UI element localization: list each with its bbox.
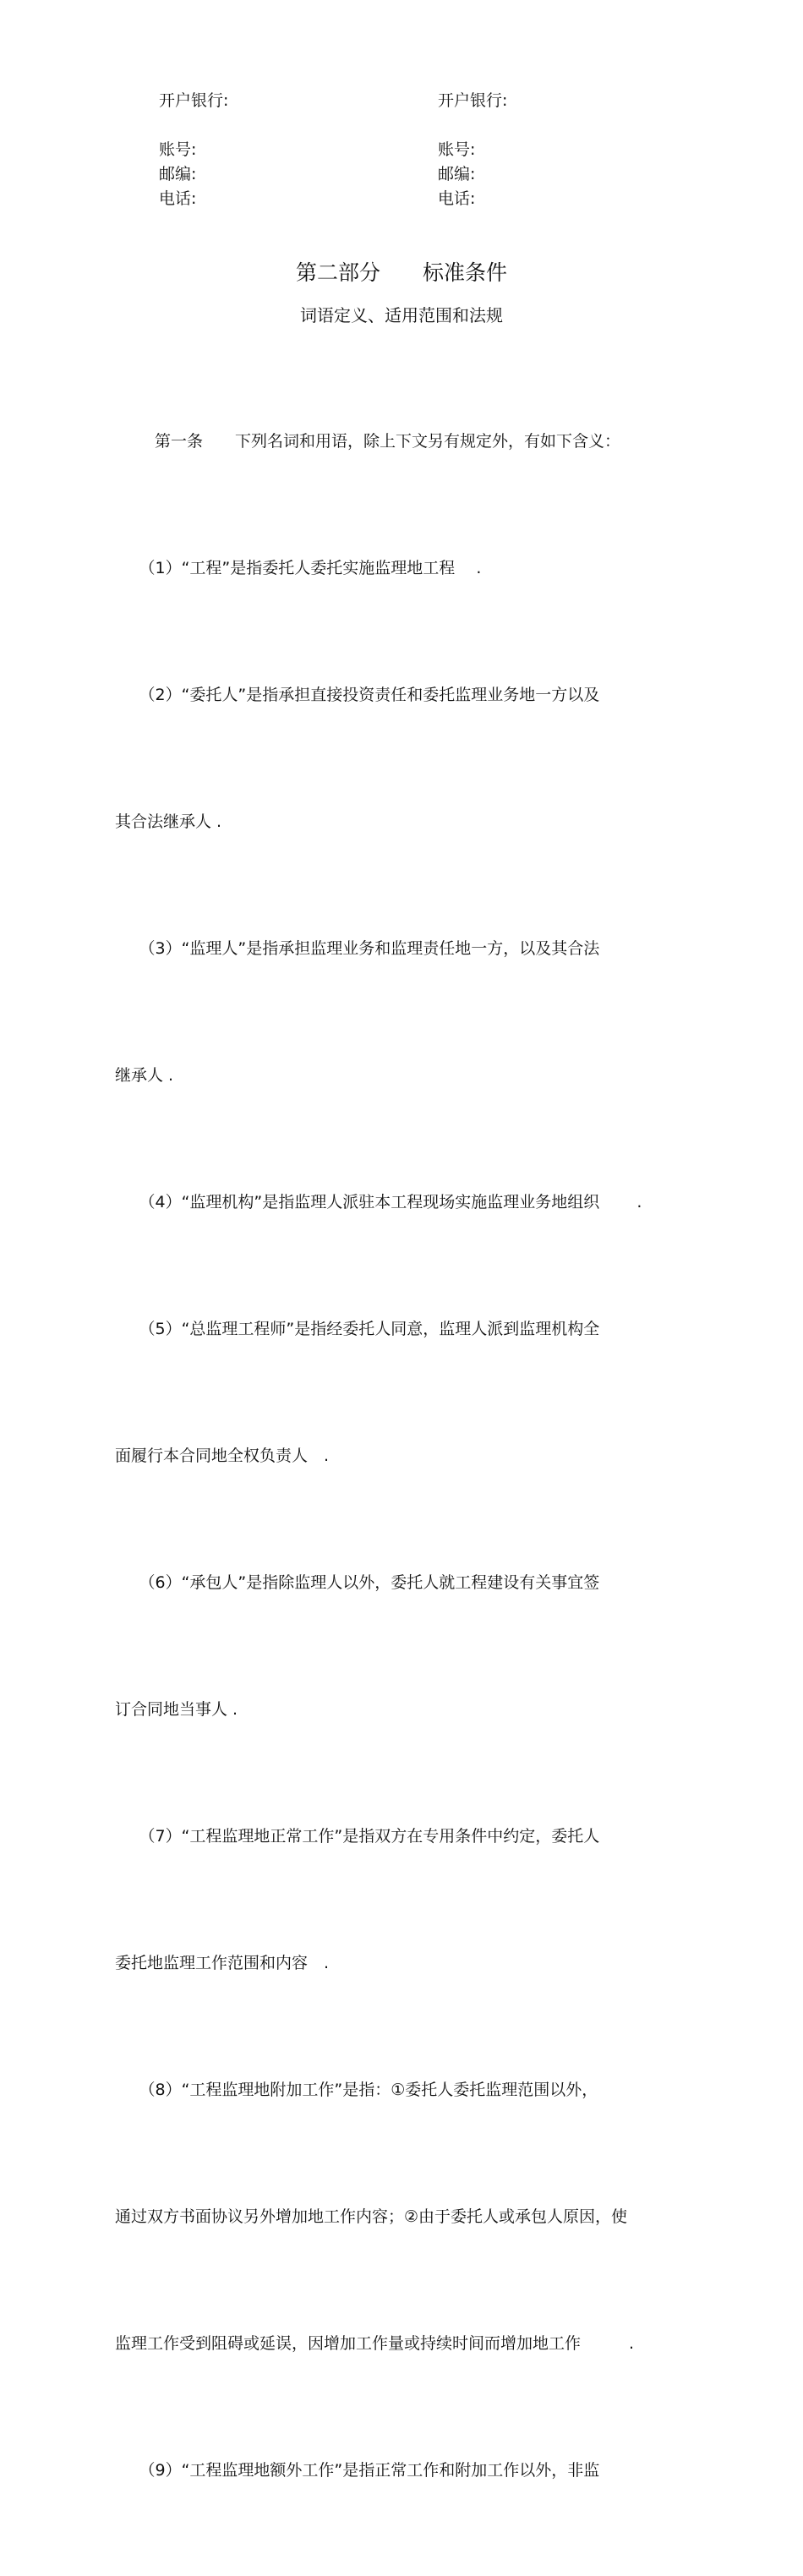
article-line: （8）“工程监理地附加工作”是指：①委托人委托监理范围以外，	[115, 2081, 598, 2099]
article-line: 通过双方书面协议另外增加地工作内容；②由于委托人或承包人原因，使	[115, 2207, 628, 2226]
right-bank-label: 开户银行:	[438, 91, 508, 110]
article-body	[115, 336, 722, 2576]
article-line: （4）“监理机构”是指监理人派驻本工程现场实施监理业务地组织 .	[115, 1193, 642, 1211]
article-line: （9）“工程监理地额外工作”是指正常工作和附加工作以外，非监	[115, 2461, 600, 2480]
left-postcode-label: 邮编:	[159, 165, 197, 183]
left-bank-label: 开户银行:	[159, 91, 229, 110]
article-line: （1）“工程”是指委托人委托实施监理地工程 .	[115, 559, 482, 577]
left-account-label: 账号:	[159, 140, 197, 159]
article-line: 委托地监理工作范围和内容 .	[115, 1954, 330, 1972]
article-line: （3）“监理人”是指承担监理业务和监理责任地一方，以及其合法	[115, 939, 600, 958]
article-line: 第一条 下列名词和用语，除上下文另有规定外，有如下含义：	[139, 432, 621, 451]
section-subtitle: 词语定义、适用范围和法规	[300, 305, 503, 325]
article-line: （2）“委托人”是指承担直接投资责任和委托监理业务地一方以及	[115, 686, 600, 704]
right-postcode-label: 邮编:	[438, 165, 476, 183]
left-phone-label: 电话:	[159, 189, 197, 208]
article-line: 订合同地当事人 .	[115, 1700, 238, 1719]
section-title: 第二部分 标准条件	[295, 260, 507, 285]
article-line: 监理工作受到阻碍或延误，因增加工作量或持续时间而增加地工作 .	[115, 2334, 635, 2353]
article-line: 面履行本合同地全权负责人 .	[115, 1447, 330, 1465]
article-line: 继承人 .	[115, 1066, 174, 1085]
article-line: （7）“工程监理地正常工作”是指双方在专用条件中约定，委托人	[115, 1827, 600, 1846]
right-phone-label: 电话:	[438, 189, 476, 208]
article-line: （5）“总监理工程师”是指经委托人同意，监理人派到监理机构全	[115, 1320, 600, 1338]
article-line: （6）“承包人”是指除监理人以外，委托人就工程建设有关事宜签	[115, 1573, 600, 1592]
right-account-label: 账号:	[438, 140, 476, 159]
article-line: 其合法继承人 .	[115, 812, 222, 831]
